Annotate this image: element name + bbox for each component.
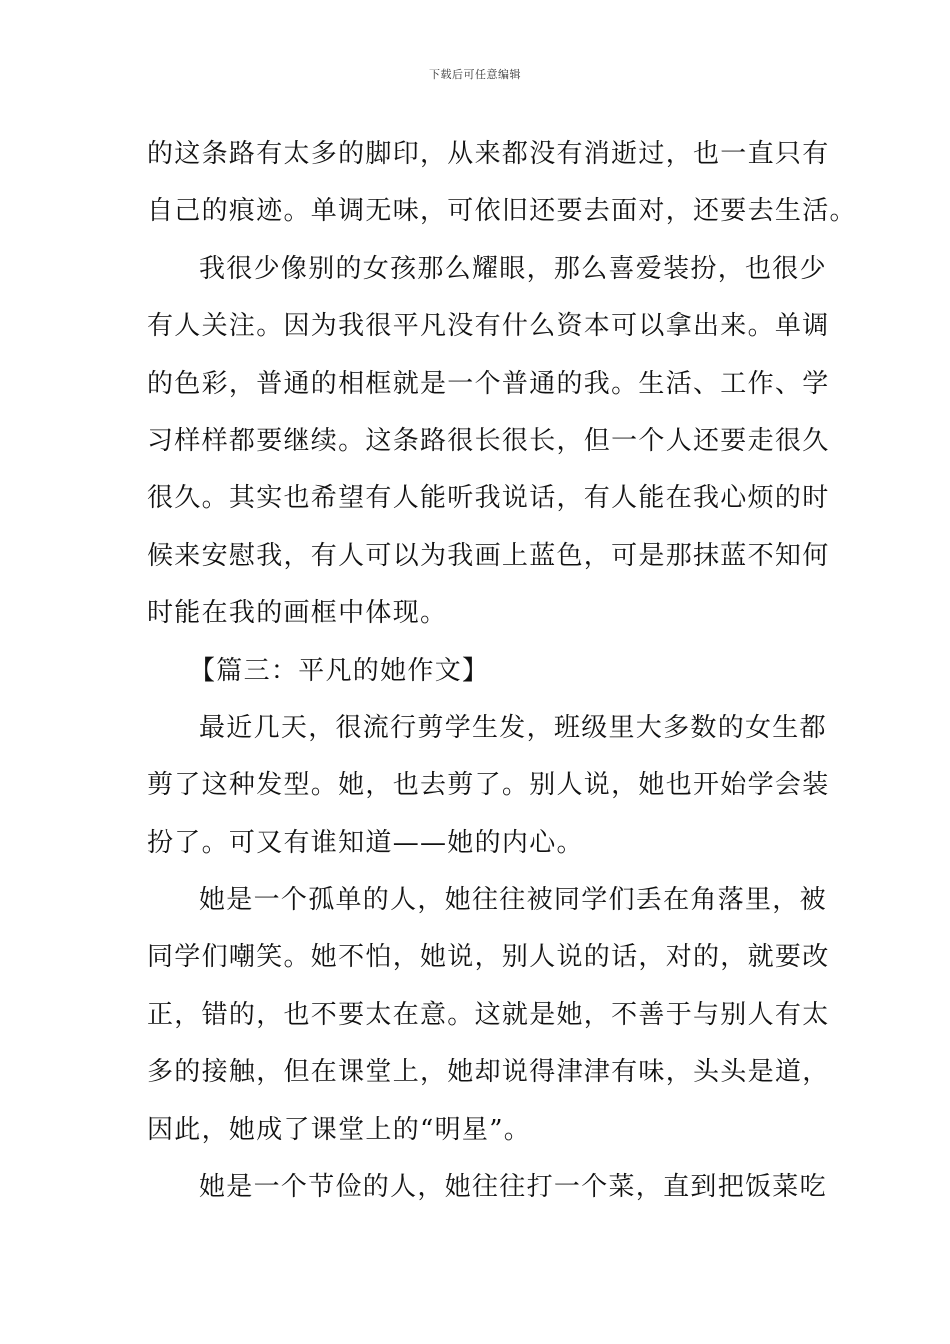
paragraph-start-line: 她是一个孤单的人，她往往被同学们丢在角落里，被 <box>199 885 827 916</box>
text-line: 的这条路有太多的脚印，从来都没有消逝过，也一直只有 <box>147 139 830 169</box>
text-line: 剪了这种发型。她，也去剪了。别人说，她也开始学会装 <box>147 770 830 801</box>
text-line: 多的接触，但在课堂上，她却说得津津有味，头头是道， <box>147 1057 830 1088</box>
text-line: 因此，她成了课堂上的“明星”。 <box>147 1114 532 1145</box>
text-line: 的色彩，普通的相框就是一个普通的我。生活、工作、学 <box>147 368 830 399</box>
paragraph-start-line: 她是一个节俭的人，她往往打一个菜，直到把饭菜吃 <box>199 1172 827 1203</box>
text-line: 自己的痕迹。单调无味，可依旧还要去面对，还要去生活。 <box>147 196 857 227</box>
text-line: 很久。其实也希望有人能听我说话，有人能在我心烦的时 <box>147 483 830 514</box>
text-line: 习样样都要继续。这条路很长很长，但一个人还要走很久 <box>147 425 830 456</box>
section-heading: 【篇三：平凡的她作文】 <box>189 655 490 686</box>
body-text <box>147 126 857 1216</box>
text-line: 有人关注。因为我很平凡没有什么资本可以拿出来。单调 <box>147 311 830 342</box>
text-line: 同学们嘲笑。她不怕，她说，别人说的话，对的，就要改 <box>147 942 830 973</box>
paragraph-start-line: 最近几天，很流行剪学生发，班级里大多数的女生都 <box>199 712 827 743</box>
paragraph-start-line: 我很少像别的女孩那么耀眼，那么喜爱装扮，也很少 <box>199 253 827 284</box>
text-line: 正，错的，也不要太在意。这就是她，不善于与别人有太 <box>147 999 830 1030</box>
page-header: 下载后可任意编辑 <box>429 68 521 81</box>
text-line: 扮了。可又有谁知道——她的内心。 <box>147 827 584 858</box>
text-line: 候来安慰我，有人可以为我画上蓝色，可是那抹蓝不知何 <box>147 540 830 571</box>
text-line: 时能在我的画框中体现。 <box>147 598 448 629</box>
